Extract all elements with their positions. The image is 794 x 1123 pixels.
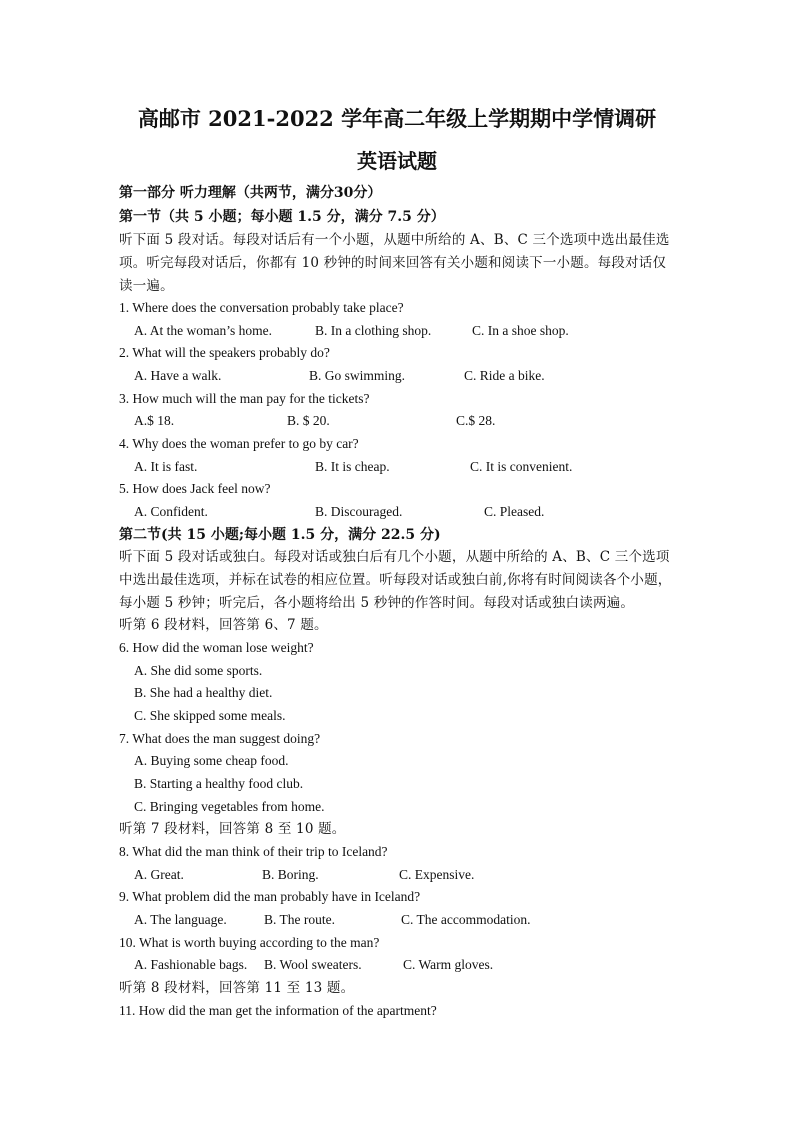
- q7-option-c: C. Bringing vegetables from home.: [134, 799, 325, 814]
- question-2: 2. What will the speakers probably do?: [119, 345, 330, 360]
- page-title: 高邮市 2021-2022 学年高二年级上学期期中学情调研: [137, 106, 657, 131]
- q3-option-c: C.$ 28.: [456, 413, 496, 428]
- q3-option-b: B. $ 20.: [287, 413, 330, 428]
- q6-option-b: B. She had a healthy diet.: [134, 685, 273, 700]
- q5-option-c: C. Pleased.: [484, 504, 545, 519]
- q4-option-a: A. It is fast.: [134, 459, 198, 474]
- q7-option-b: B. Starting a healthy food club.: [134, 776, 304, 791]
- q6-option-a: A. She did some sports.: [134, 663, 263, 678]
- section2-heading: 第二节(共 15 小题;每小题 1.5 分，满分 22.5 分): [119, 527, 441, 543]
- question-3: 3. How much will the man pay for the tickets?: [119, 391, 370, 406]
- question-1: 1. Where does the conversation probably take place?: [119, 300, 404, 315]
- q10-option-b: B. Wool sweaters.: [264, 957, 362, 972]
- section1-instruction-line: 读一遍。: [119, 278, 174, 294]
- material-note: 听第 6 段材料，回答第 6、7 题。: [119, 617, 328, 633]
- q6-option-c: C. She skipped some meals.: [134, 708, 286, 723]
- q3-option-a: A.$ 18.: [134, 413, 175, 428]
- q10-option-c: C. Warm gloves.: [403, 957, 494, 972]
- q10-option-a: A. Fashionable bags.: [134, 957, 248, 972]
- q5-option-a: A. Confident.: [134, 504, 208, 519]
- q2-option-c: C. Ride a bike.: [464, 368, 545, 383]
- question-7: 7. What does the man suggest doing?: [119, 731, 321, 746]
- section1-instruction-line: 项。听完每段对话后，你都有 10 秒钟的时间来回答有关小题和阅读下一小题。每段对话仅: [119, 255, 667, 271]
- q9-option-b: B. The route.: [264, 912, 335, 927]
- section2-instruction-line: 每小题 5 秒钟；听完后，各小题将给出 5 秒钟的作答时间。每段对话或独白读两遍。: [119, 595, 635, 611]
- q8-option-a: A. Great.: [134, 867, 184, 882]
- q4-option-c: C. It is convenient.: [470, 459, 573, 474]
- q8-option-c: C. Expensive.: [399, 867, 475, 882]
- page-subtitle: 英语试题: [357, 149, 437, 173]
- q1-option-b: B. In a clothing shop.: [315, 323, 432, 338]
- question-5: 5. How does Jack feel now?: [119, 481, 271, 496]
- question-6: 6. How did the woman lose weight?: [119, 640, 314, 655]
- q4-option-b: B. It is cheap.: [315, 459, 390, 474]
- section1-instruction-line: 听下面 5 段对话。每段对话后有一个小题，从题中所给的 A、B、C 三个选项中选出最佳选: [119, 232, 670, 248]
- question-11: 11. How did the man get the information of the apartment?: [119, 1003, 437, 1018]
- section2-instruction-line: 听下面 5 段对话或独白。每段对话或独白后有几个小题，从题中所给的 A、B、C 三个选项: [119, 549, 670, 565]
- question-8: 8. What did the man think of their trip to Iceland?: [119, 844, 388, 859]
- part1-heading: 第一部分 听力理解（共两节，满分30分）: [119, 185, 382, 201]
- q2-option-b: B. Go swimming.: [309, 368, 406, 383]
- material-note: 听第 7 段材料，回答第 8 至 10 题。: [119, 821, 346, 837]
- section2-instruction-line: 中选出最佳选项，并标在试卷的相应位置。听每段对话或独白前,你将有时间阅读各个小题，: [119, 572, 672, 588]
- q2-option-a: A. Have a walk.: [134, 368, 222, 383]
- q8-option-b: B. Boring.: [262, 867, 319, 882]
- q7-option-a: A. Buying some cheap food.: [134, 753, 289, 768]
- q1-option-a: A. At the woman’s home.: [134, 323, 272, 338]
- q9-option-a: A. The language.: [134, 912, 227, 927]
- question-9: 9. What problem did the man probably have in Iceland?: [119, 889, 421, 904]
- q1-option-c: C. In a shoe shop.: [472, 323, 569, 338]
- q5-option-b: B. Discouraged.: [315, 504, 403, 519]
- material-note: 听第 8 段材料，回答第 11 至 13 题。: [119, 980, 355, 996]
- question-4: 4. Why does the woman prefer to go by car?: [119, 436, 359, 451]
- q9-option-c: C. The accommodation.: [401, 912, 531, 927]
- section1-heading: 第一节（共 5 小题；每小题 1.5 分，满分 7.5 分）: [119, 209, 445, 225]
- question-10: 10. What is worth buying according to the man?: [119, 935, 380, 950]
